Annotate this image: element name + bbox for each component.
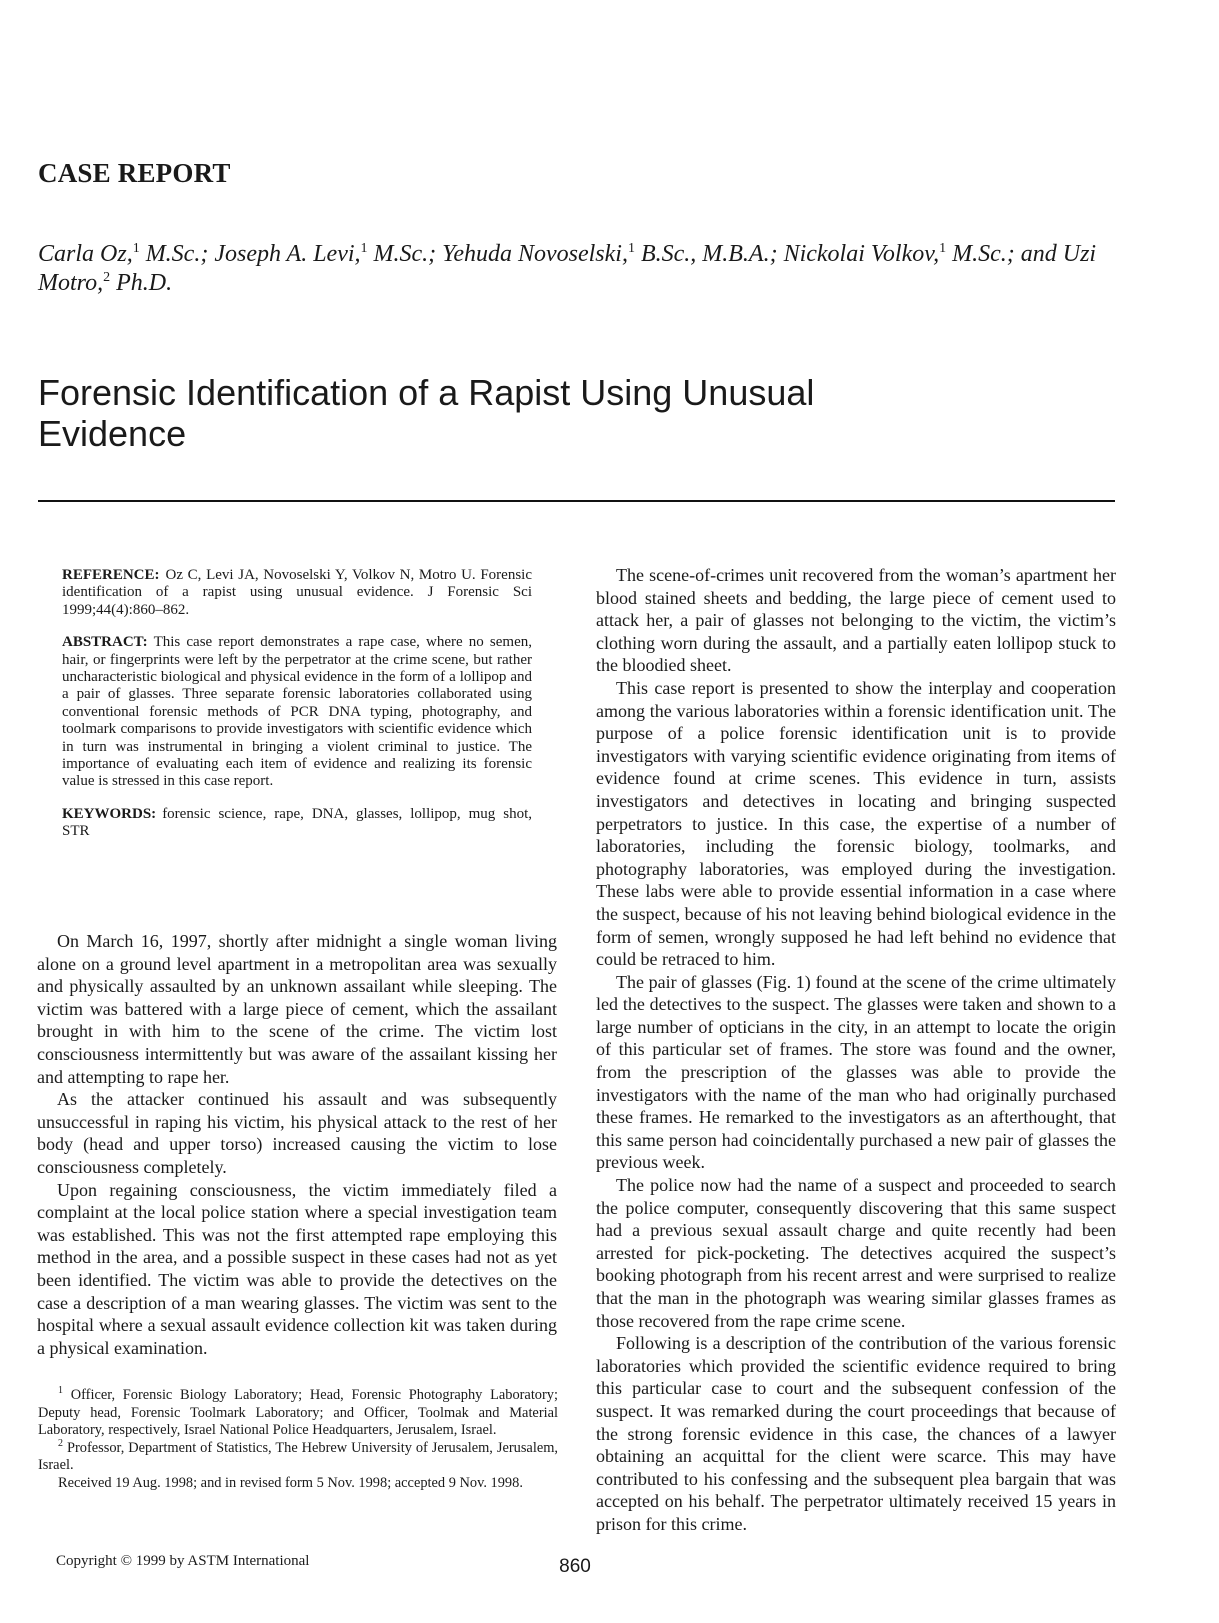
title-divider bbox=[38, 500, 1115, 502]
footnote-mark: 2 bbox=[58, 1437, 63, 1449]
front-matter bbox=[62, 567, 532, 856]
abstract-text: This case report demonstrates a rape case, where no semen, hair, or fingerprints were left by the perpetrator at the crime scene, but rather uncharacteristic biological and physical evidence in the form of a lollipop and a pair of glasses. Three separate forensic laboratories collaborated using conventional forensic methods of PCR DNA typing, photography, and toolmark comparisons to provide investigators with scientific evidence which in turn was instrumental in bringing a violent criminal to justice. The importance of evaluating each item of evidence and realizing its forensic value is stressed in this case report. bbox=[62, 634, 532, 790]
author-degree: B.Sc., M.B.A.; bbox=[634, 241, 784, 267]
section-label: CASE REPORT bbox=[38, 158, 231, 188]
author-degree: M.Sc.; bbox=[946, 241, 1021, 267]
footnotes bbox=[38, 1387, 558, 1493]
footnote-2 bbox=[38, 1437, 558, 1475]
body-paragraph: Following is a description of the contribution of the various forensic laboratories which provided the scientific evidence required to bring this particular case to court and the subsequent confession of the suspect. It was remarked during the court proceedings that because of the strong forensic evidence in this case, the chances of a lawyer obtaining an acquittal for the client were scarce. This may have contributed to his confessing and the subsequent plea bargain that was accepted on his behalf. The perpetrator ultimately received 15 years in prison for this crime. bbox=[596, 1333, 1116, 1534]
paper-title: Forensic Identification of a Rapist Using Unusual Evidence bbox=[38, 372, 815, 455]
body-paragraph: The police now had the name of a suspect and proceeded to search the police computer, consequently discovering that this same suspect had a previous sexual assault charge and quite recently had been arrested for pick-pocketing. The detectives acquired the suspect’s booking photograph from his recent arrest and were surprised to realize that the man in the photograph was wearing similar glasses frames as those recovered from the rape crime scene. bbox=[596, 1175, 1116, 1331]
body-paragraph: Upon regaining consciousness, the victim immediately filed a complaint at the local police station where a special investigation team was established. This was not the first attempted rape employing this method in the area, and a possible suspect in these cases had not as yet been identified. The victim was able to provide the detectives on the case a description of a man wearing glasses. The victim was sent to the hospital where a sexual assault evidence collection kit was taken during a physical examination. bbox=[37, 1179, 557, 1358]
author-degree: M.Sc.; bbox=[367, 241, 443, 267]
body-paragraph: On March 16, 1997, shortly after midnight a single woman living alone on a ground level apartment in a metropolitan area was sexually and physically assaulted by an unknown assailant while sleeping. The victim was battered with a large piece of cement, which the assailant brought in with him to the scene of the crime. The victim lost consciousness intermittently but was aware of the assailant kissing her and attempting to rape her. bbox=[37, 931, 557, 1087]
page-number: 860 bbox=[559, 1556, 591, 1577]
received-dates: Received 19 Aug. 1998; and in revised form 5 Nov. 1998; accepted 9 Nov. 1998. bbox=[58, 1474, 523, 1491]
author-affiliation-mark: 1 bbox=[939, 241, 947, 256]
footnote-1 bbox=[38, 1387, 558, 1440]
author-affiliation-mark: 1 bbox=[132, 241, 140, 256]
abstract-block bbox=[62, 634, 532, 791]
author-name: Joseph A. Levi, bbox=[214, 241, 361, 267]
body-column-right bbox=[596, 564, 1116, 1536]
abstract-label: ABSTRACT: bbox=[62, 634, 148, 651]
reference-label: REFERENCE: bbox=[62, 567, 160, 583]
footnote-mark: 1 bbox=[58, 1385, 63, 1396]
body-column-left bbox=[37, 930, 557, 1359]
reference-block bbox=[62, 567, 532, 619]
author-name: Yehuda Novoselski, bbox=[442, 241, 628, 267]
author-affiliation-mark: 2 bbox=[103, 270, 111, 285]
keywords-block bbox=[62, 806, 532, 841]
footnote-text: Officer, Forensic Biology Laboratory; Head, Forensic Photography Laboratory; Deputy head, Forensic Toolmark Laboratory; and Officer, Toolmak and Material Laboratory, respectively, Israel National Police Headquarters, Jerusalem, Israel. bbox=[38, 1387, 558, 1439]
author-name: Carla Oz, bbox=[38, 241, 133, 267]
keywords-label: KEYWORDS: bbox=[62, 805, 157, 822]
reference-text: Oz C, Levi JA, Novoselski Y, Volkov N, Motro U. Forensic identification of a rapist using unusual evidence. J Forensic Sci 1999;44(4):860–862. bbox=[62, 567, 532, 618]
body-paragraph: As the attacker continued his assault and was subsequently unsuccessful in raping his victim, his physical attack to the rest of her body (head and upper torso) increased causing the victim to lose consciousness completely. bbox=[37, 1089, 557, 1177]
author-list bbox=[38, 240, 1118, 298]
author-name: and Uzi Motro, bbox=[38, 241, 1097, 296]
body-paragraph: This case report is presented to show the interplay and cooperation among the various laboratories within a forensic identification unit. The purpose of a police forensic identification unit is to provide investigators with varying scientific evidence originating from items of evidence found at crime scenes. This evidence in turn, assists investigators and detectives in locating and bringing suspected perpetrators to justice. In this case, the expertise of a number of laboratories, including the forensic biology, toolmarks, and photography laboratories, was employed during the investigation. These labs were able to provide essential information in a case where the suspect, because of his not leaving behind biological evidence in the form of semen, wrongly supposed he had left behind no evidence that could be retraced to him. bbox=[596, 677, 1116, 970]
author-affiliation-mark: 1 bbox=[627, 241, 635, 256]
body-paragraph: The pair of glasses (Fig. 1) found at the scene of the crime ultimately led the detectives to the suspect. The glasses were taken and shown to a large number of opticians in the city, in an attempt to locate the origin of this particular set of frames. The store was found and the owner, from the prescription of the glasses was able to provide the investigators with the name of the man who had originally purchased these frames. He remarked to the investigators as an afterthought, that this same person had coincidentally purchased a new pair of glasses the previous week. bbox=[596, 971, 1116, 1173]
author-affiliation-mark: 1 bbox=[360, 241, 368, 256]
author-name: Nickolai Volkov, bbox=[783, 241, 940, 267]
keywords-text: forensic science, rape, DNA, glasses, lollipop, mug shot, STR bbox=[62, 805, 532, 840]
author-degree: M.Sc.; bbox=[139, 241, 215, 267]
footnote-text: Professor, Department of Statistics, The Hebrew University of Jerusalem, Jerusalem, Israel. bbox=[38, 1439, 558, 1474]
copyright-notice: Copyright © 1999 by ASTM International bbox=[56, 1553, 310, 1569]
author-degree: Ph.D. bbox=[110, 270, 173, 296]
body-paragraph: The scene-of-crimes unit recovered from the woman’s apartment her blood stained sheets and bedding, the large piece of cement used to attack her, a pair of glasses not belonging to the victim, the victim’s clothing worn during the assault, and a partially eaten lollipop stuck to the bloodied sheet. bbox=[596, 565, 1116, 676]
